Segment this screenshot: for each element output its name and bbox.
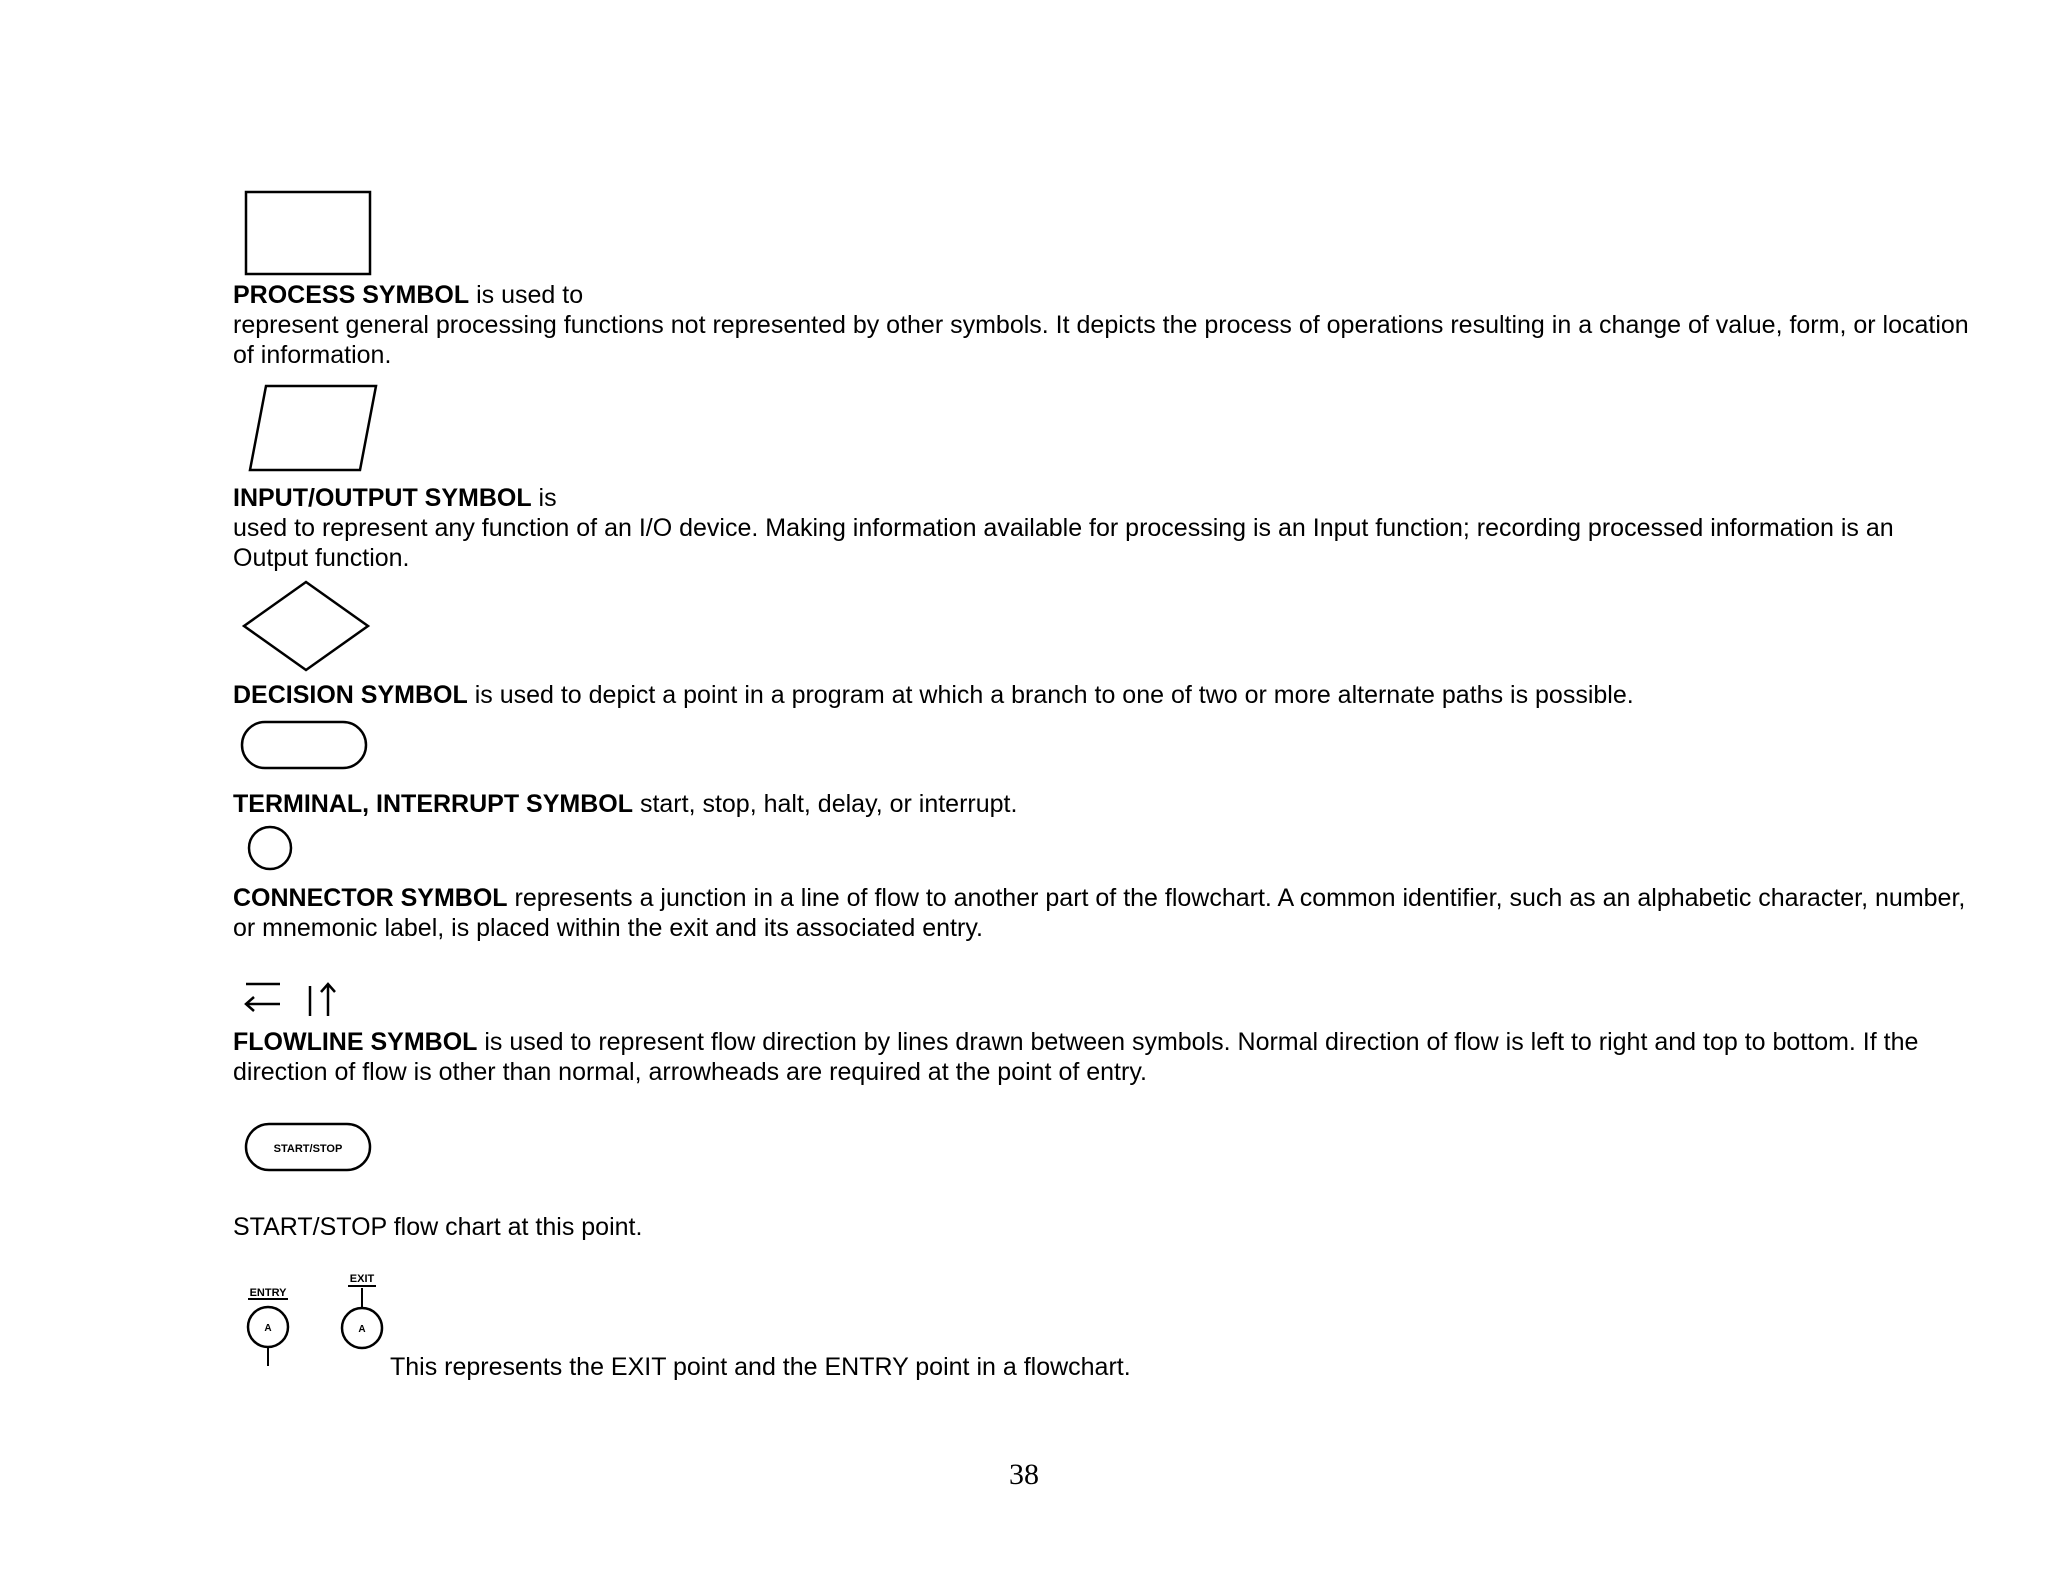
process-symbol-icon bbox=[244, 190, 374, 278]
exit-label: EXIT bbox=[349, 1273, 375, 1285]
terminal-symbol-icon bbox=[240, 720, 368, 772]
process-symbol-name: PROCESS SYMBOL bbox=[233, 281, 470, 309]
input-output-symbol-name: INPUT/OUTPUT SYMBOL bbox=[233, 484, 532, 512]
entry-circle-label: A bbox=[264, 1323, 272, 1334]
input-output-symbol-icon bbox=[248, 382, 380, 474]
start-stop-description: START/STOP flow chart at this point. bbox=[233, 1213, 643, 1241]
start-stop-shape-label: START/STOP bbox=[273, 1143, 343, 1155]
connector-symbol-name: CONNECTOR SYMBOL bbox=[233, 884, 508, 912]
flowline-symbol-icon bbox=[242, 978, 342, 1020]
decision-symbol-name: DECISION SYMBOL bbox=[233, 681, 468, 709]
start-stop-symbol-icon bbox=[244, 1122, 372, 1172]
entry-exit-description: This represents the EXIT point and the ENTRY point in a flowchart. bbox=[390, 1353, 1131, 1381]
process-symbol-title-line bbox=[233, 280, 1973, 310]
flowline-symbol-description-block bbox=[233, 1027, 1973, 1087]
process-symbol-first-line: is used to bbox=[469, 281, 584, 309]
flowline-symbol-name: FLOWLINE SYMBOL bbox=[233, 1028, 478, 1056]
input-output-symbol-first-line: is bbox=[531, 484, 557, 512]
decision-symbol-icon bbox=[242, 580, 370, 672]
entry-label: ENTRY bbox=[249, 1287, 287, 1299]
input-output-symbol-description: used to represent any function of an I/O device. Making information available for processing is an Input function; recording processed information is an Output function. bbox=[233, 514, 1894, 572]
exit-circle-label: A bbox=[358, 1324, 366, 1335]
flowline-symbol-description: is used to represent flow direction by lines drawn between symbols. Normal direction of flow is left to right and top to bottom. If the direction of flow is other than normal, arrowheads are required at the point of entry. bbox=[233, 1028, 1919, 1086]
page-number: 38 bbox=[1009, 1458, 1039, 1491]
exit-connector-icon bbox=[334, 1268, 394, 1358]
entry-connector-icon bbox=[240, 1282, 300, 1372]
terminal-symbol-name: TERMINAL, INTERRUPT SYMBOL bbox=[233, 790, 633, 818]
decision-symbol-line bbox=[233, 680, 1973, 710]
process-symbol-description: represent general processing functions not represented by other symbols. It depicts the process of operations resulting in a change of value, form, or location of information. bbox=[233, 311, 1969, 369]
connector-symbol-icon bbox=[246, 824, 296, 874]
input-output-symbol-title-line bbox=[233, 483, 1973, 513]
connector-symbol-description: represents a junction in a line of flow to another part of the flowchart. A common identifier, such as an alphabetic character, number, or mnemonic label, is placed within the exit and its associated entry. bbox=[233, 884, 1966, 942]
connector-symbol-description-block bbox=[233, 883, 1973, 943]
decision-symbol-description: is used to depict a point in a program at which a branch to one of two or more alternate paths is possible. bbox=[467, 681, 1634, 709]
terminal-symbol-line bbox=[233, 789, 1973, 819]
terminal-symbol-description: start, stop, halt, delay, or interrupt. bbox=[633, 790, 1018, 818]
